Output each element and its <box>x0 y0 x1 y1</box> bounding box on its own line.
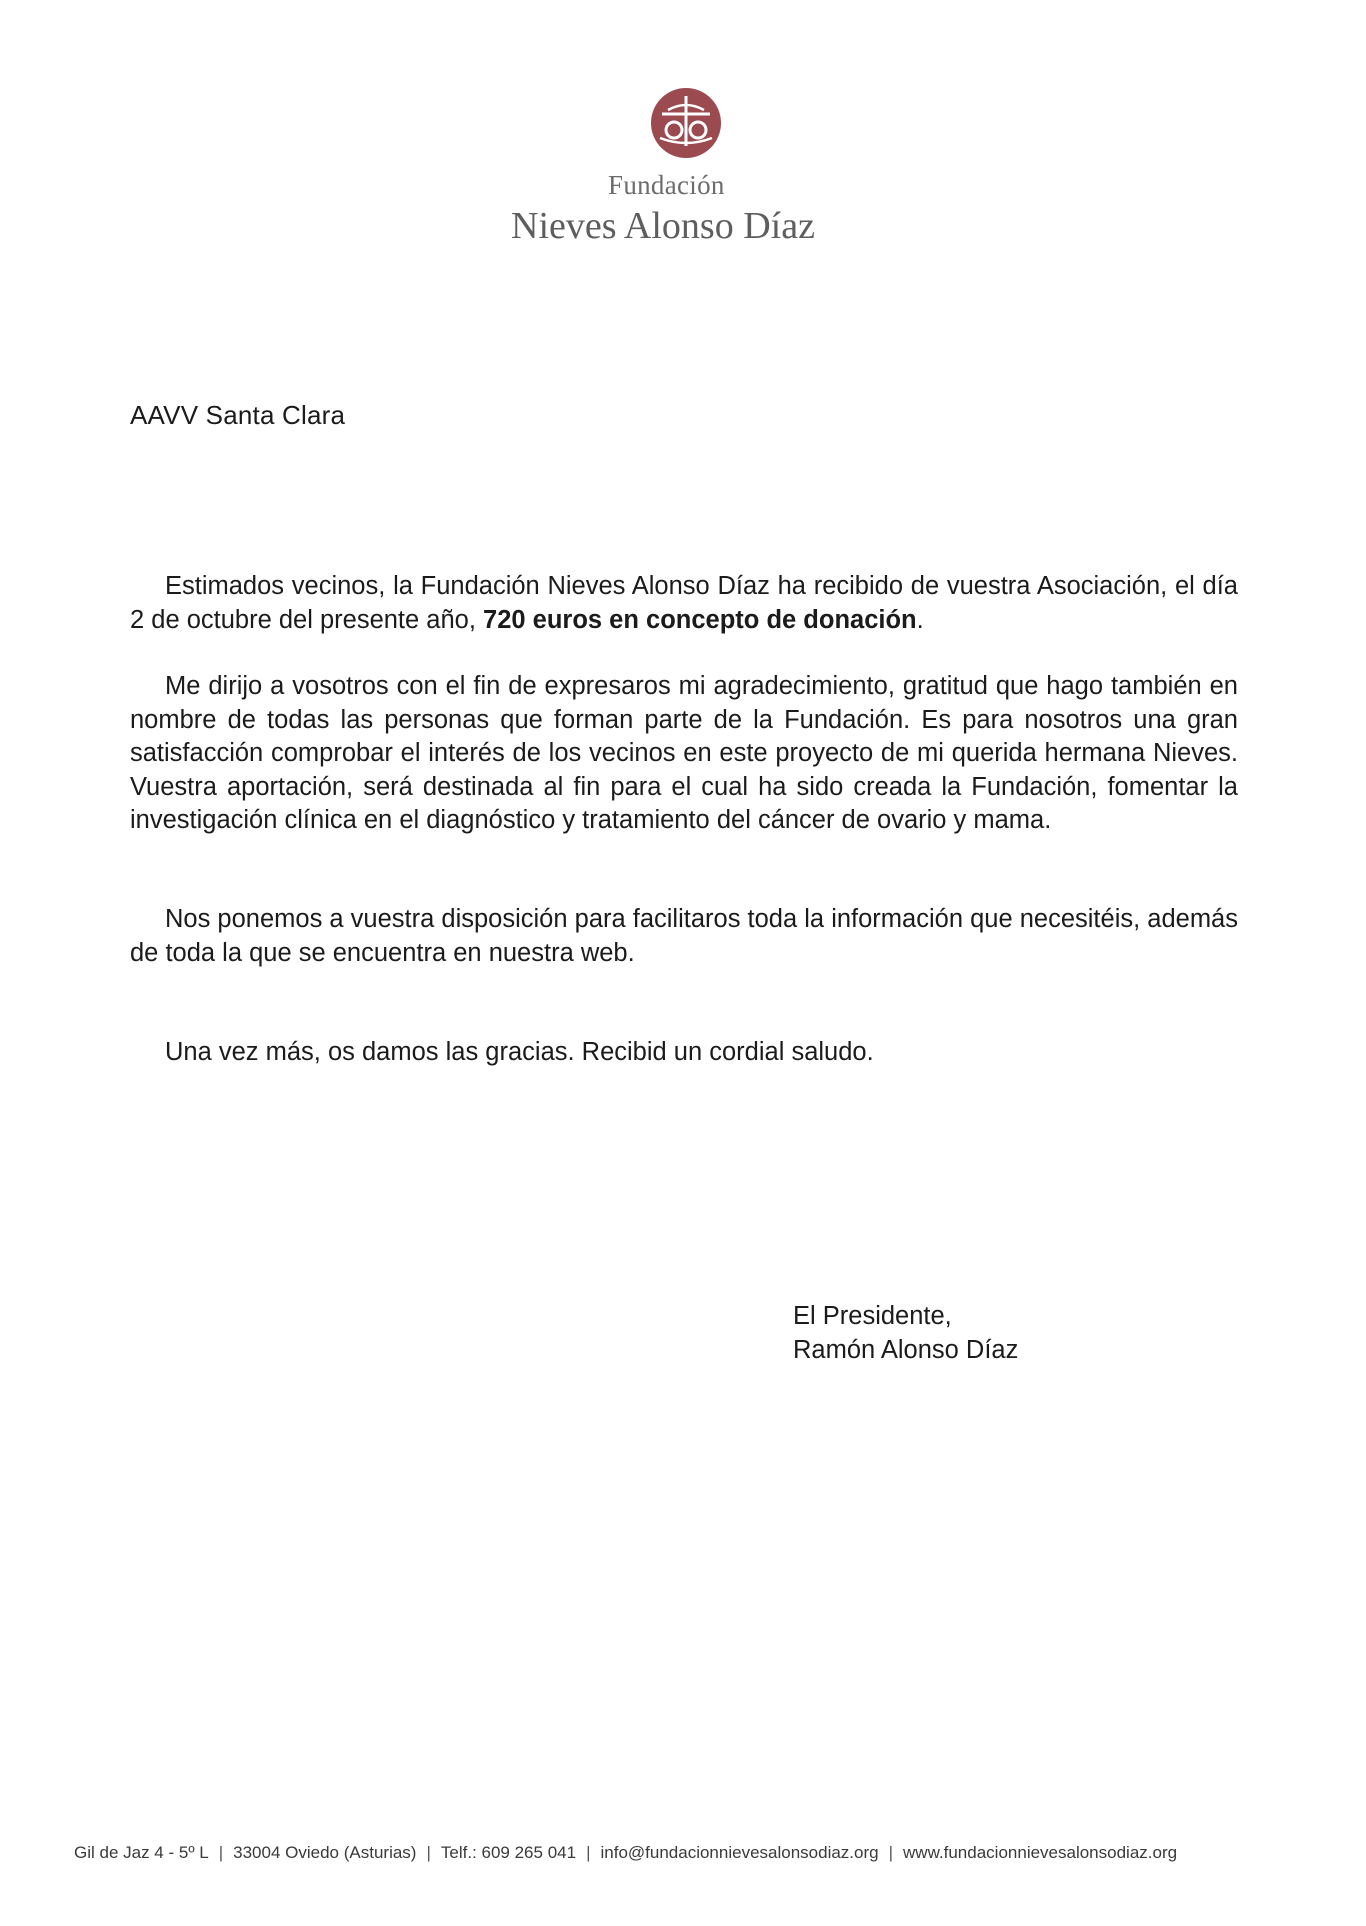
signature-block <box>793 1299 1018 1367</box>
paragraph-text-end: . <box>916 605 924 634</box>
paragraph-text: Estimados vecinos, la Fundación Nieves Alonso Díaz ha recibido de vuestra Asociación, el día 2 de octubre del presente año, <box>130 572 1238 634</box>
signature-name: Ramón Alonso Díaz <box>793 1336 1019 1364</box>
foundation-emblem-icon <box>648 88 724 158</box>
paragraph-closing: Una vez más, os damos las gracias. Recibid un cordial saludo. <box>165 1038 874 1066</box>
footer-email[interactable]: info@fundacionnievesalonsodiaz.org <box>600 1843 879 1862</box>
paragraph-availability: Nos ponemos a vuestra disposición para facilitaros toda la información que necesitéis, además de toda la que se encuentra en nuestra web. <box>130 905 1238 967</box>
paragraph-gratitude: Me dirijo a vosotros con el fin de expresaros mi agradecimiento, gratitud que hago también en nombre de todas las personas que forman parte de la Fundación. Es para nosotros una gran satisfacción comprobar el interés de los vecinos en este proyecto de mi querida hermana Nieves. Vuestra aportación, será destinada al fin para el cual ha sido creada la Fundación, fomentar la investigación clínica en el diagnóstico y tratamiento del cáncer de ovario y mama. <box>130 672 1238 834</box>
footer-separator: | <box>888 1843 894 1862</box>
footer <box>74 1843 1177 1863</box>
foundation-name: Nieves Alonso Díaz <box>511 205 815 247</box>
paragraph-donation-receipt <box>130 570 1238 637</box>
footer-separator: | <box>426 1843 431 1862</box>
footer-website[interactable]: www.fundacionnievesalonsodiaz.org <box>903 1843 1178 1862</box>
footer-phone: Telf.: 609 265 041 <box>440 1843 577 1862</box>
donation-amount: 720 euros en concepto de donación <box>483 605 917 634</box>
footer-city: 33004 Oviedo (Asturias) <box>233 1843 417 1862</box>
recipient: AAVV Santa Clara <box>130 400 346 430</box>
foundation-label: Fundación <box>608 170 725 200</box>
signature-title: El Presidente, <box>793 1302 952 1330</box>
footer-separator: | <box>218 1843 224 1862</box>
footer-separator: | <box>586 1843 591 1862</box>
footer-address: Gil de Jaz 4 - 5º L <box>74 1843 209 1862</box>
